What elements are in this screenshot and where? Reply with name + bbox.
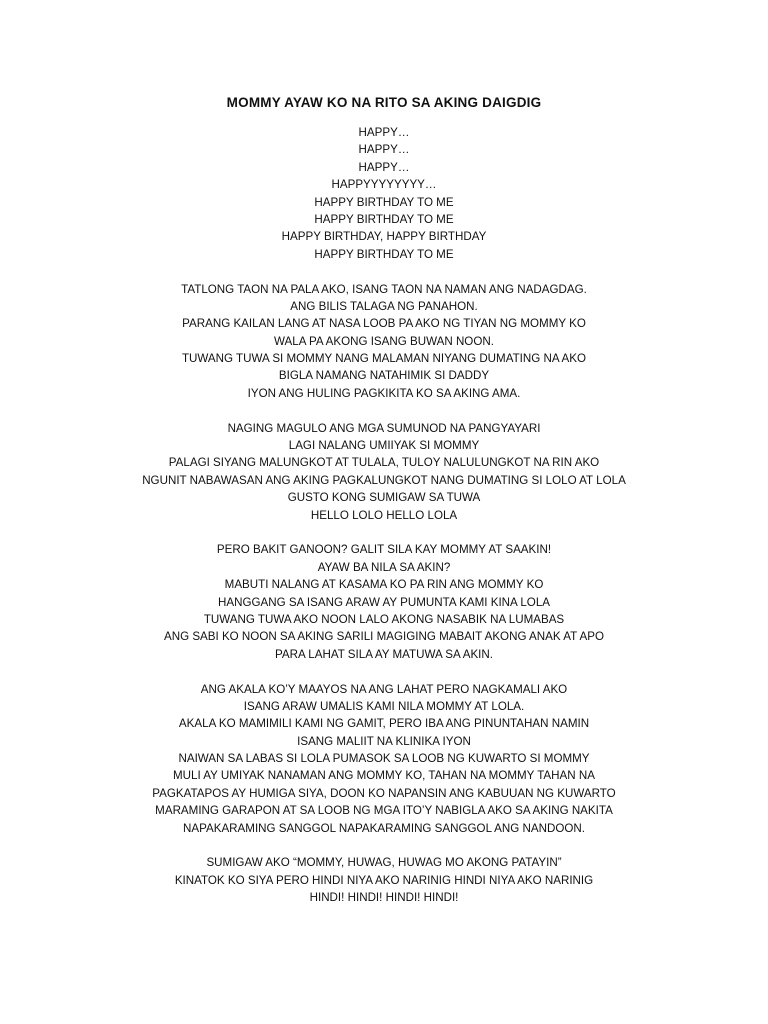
- poem-line: TATLONG TAON NA PALA AKO, ISANG TAON NA NAMAN ANG NADAGDAG.: [181, 282, 587, 296]
- poem-line: BIGLA NAMANG NATAHIMIK SI DADDY: [278, 369, 490, 383]
- poem-line: PAGKATAPOS AY HUMIGA SIYA, DOON KO NAPANSIN ANG KABUUAN NG KUWARTO: [152, 786, 616, 800]
- poem-line: NAGING MAGULO ANG MGA SUMUNOD NA PANGYAYARI: [227, 421, 541, 435]
- poem-line: SUMIGAW AKO “MOMMY, HUWAG, HUWAG MO AKONG PATAYIN”: [206, 856, 562, 870]
- poem-line: TUWANG TUWA SI MOMMY NANG MALAMAN NIYANG DUMATING NA AKO: [181, 352, 587, 366]
- poem-line: WALA PA AKONG ISANG BUWAN NOON.: [274, 334, 494, 348]
- poem-line: PARANG KAILAN LANG AT NASA LOOB PA AKO NG TIYAN NG MOMMY KO: [182, 317, 586, 331]
- poem-line: NGUNIT NABAWASAN ANG AKING PAGKALUNGKOT NANG DUMATING SI LOLO AT LOLA: [142, 473, 626, 487]
- poem-line: HAPPY…: [358, 160, 410, 174]
- poem-line: HELLO LOLO HELLO LOLA: [310, 508, 458, 522]
- poem-line: ANG AKALA KO’Y MAAYOS NA ANG LAHAT PERO NAGKAMALI AKO: [200, 682, 568, 696]
- poem-line: HANGGANG SA ISANG ARAW AY PUMUNTA KAMI KINA LOLA: [217, 595, 550, 609]
- poem-line: LAGI NALANG UMIIYAK SI MOMMY: [288, 439, 480, 453]
- poem-line: MARAMING GARAPON AT SA LOOB NG MGA ITO’Y NABIGLA AKO SA AKING NAKITA: [155, 804, 613, 818]
- poem-line: MABUTI NALANG AT KASAMA KO PA RIN ANG MOMMY KO: [224, 578, 544, 592]
- poem-line: HAPPYYYYYYYY…: [331, 178, 437, 192]
- poem-line: ANG SABI KO NOON SA AKING SARILI MAGIGING MABAIT AKONG ANAK AT APO: [163, 630, 605, 644]
- poem-line: HAPPY BIRTHDAY TO ME: [314, 195, 454, 209]
- poem-line: HAPPY BIRTHDAY TO ME: [314, 212, 454, 226]
- poem-line: PERO BAKIT GANOON? GALIT SILA KAY MOMMY AT SAAKIN!: [216, 543, 552, 557]
- poem-line: NAIWAN SA LABAS SI LOLA PUMASOK SA LOOB NG KUWARTO SI MOMMY: [178, 752, 590, 766]
- poem-line: NAPAKARAMING SANGGOL NAPAKARAMING SANGGOL ANG NANDOON.: [183, 821, 585, 835]
- stanza: [0, 854, 768, 906]
- stanza: [0, 281, 768, 403]
- poem-line: PALAGI SIYANG MALUNGKOT AT TULALA, TULOY NALULUNGKOT NA RIN AKO: [168, 456, 600, 470]
- poem-line: ISANG ARAW UMALIS KAMI NILA MOMMY AT LOLA.: [243, 699, 525, 713]
- poem-line: KINATOK KO SIYA PERO HINDI NIYA AKO NARINIG HINDI NIYA AKO NARINIG: [174, 873, 594, 887]
- stanza: [0, 124, 768, 263]
- poem-title: MOMMY AYAW KO NA RITO SA AKING DAIGDIG: [226, 95, 542, 110]
- poem-line: GUSTO KONG SUMIGAW SA TUWA: [287, 491, 481, 505]
- poem-line: HINDI! HINDI! HINDI! HINDI!: [309, 891, 459, 905]
- poem-line: MULI AY UMIYAK NANAMAN ANG MOMMY KO, TAHAN NA MOMMY TAHAN NA: [173, 769, 595, 783]
- poem-line: PARA LAHAT SILA AY MATUWA SA AKIN.: [274, 647, 493, 661]
- stanza: [0, 420, 768, 524]
- poem-line: HAPPY BIRTHDAY TO ME: [314, 247, 454, 261]
- poem-body: [0, 124, 768, 924]
- poem-line: HAPPY…: [358, 143, 410, 157]
- poem-line: TUWANG TUWA AKO NOON LALO AKONG NASABIK NA LUMABAS: [203, 612, 565, 626]
- poem-line: AYAW BA NILA SA AKIN?: [317, 560, 451, 574]
- poem-line: ISANG MALIIT NA KLINIKA IYON: [297, 734, 471, 748]
- poem-line: IYON ANG HULING PAGKIKITA KO SA AKING AMA.: [247, 386, 521, 400]
- stanza: [0, 681, 768, 838]
- stanza: [0, 541, 768, 663]
- poem-line: HAPPY…: [358, 126, 410, 139]
- poem-line: HAPPY BIRTHDAY, HAPPY BIRTHDAY: [281, 230, 487, 244]
- poem-line: AKALA KO MAMIMILI KAMI NG GAMIT, PERO IBA ANG PINUNTAHAN NAMIN: [178, 717, 590, 731]
- poem-line: ANG BILIS TALAGA NG PANAHON.: [290, 299, 478, 313]
